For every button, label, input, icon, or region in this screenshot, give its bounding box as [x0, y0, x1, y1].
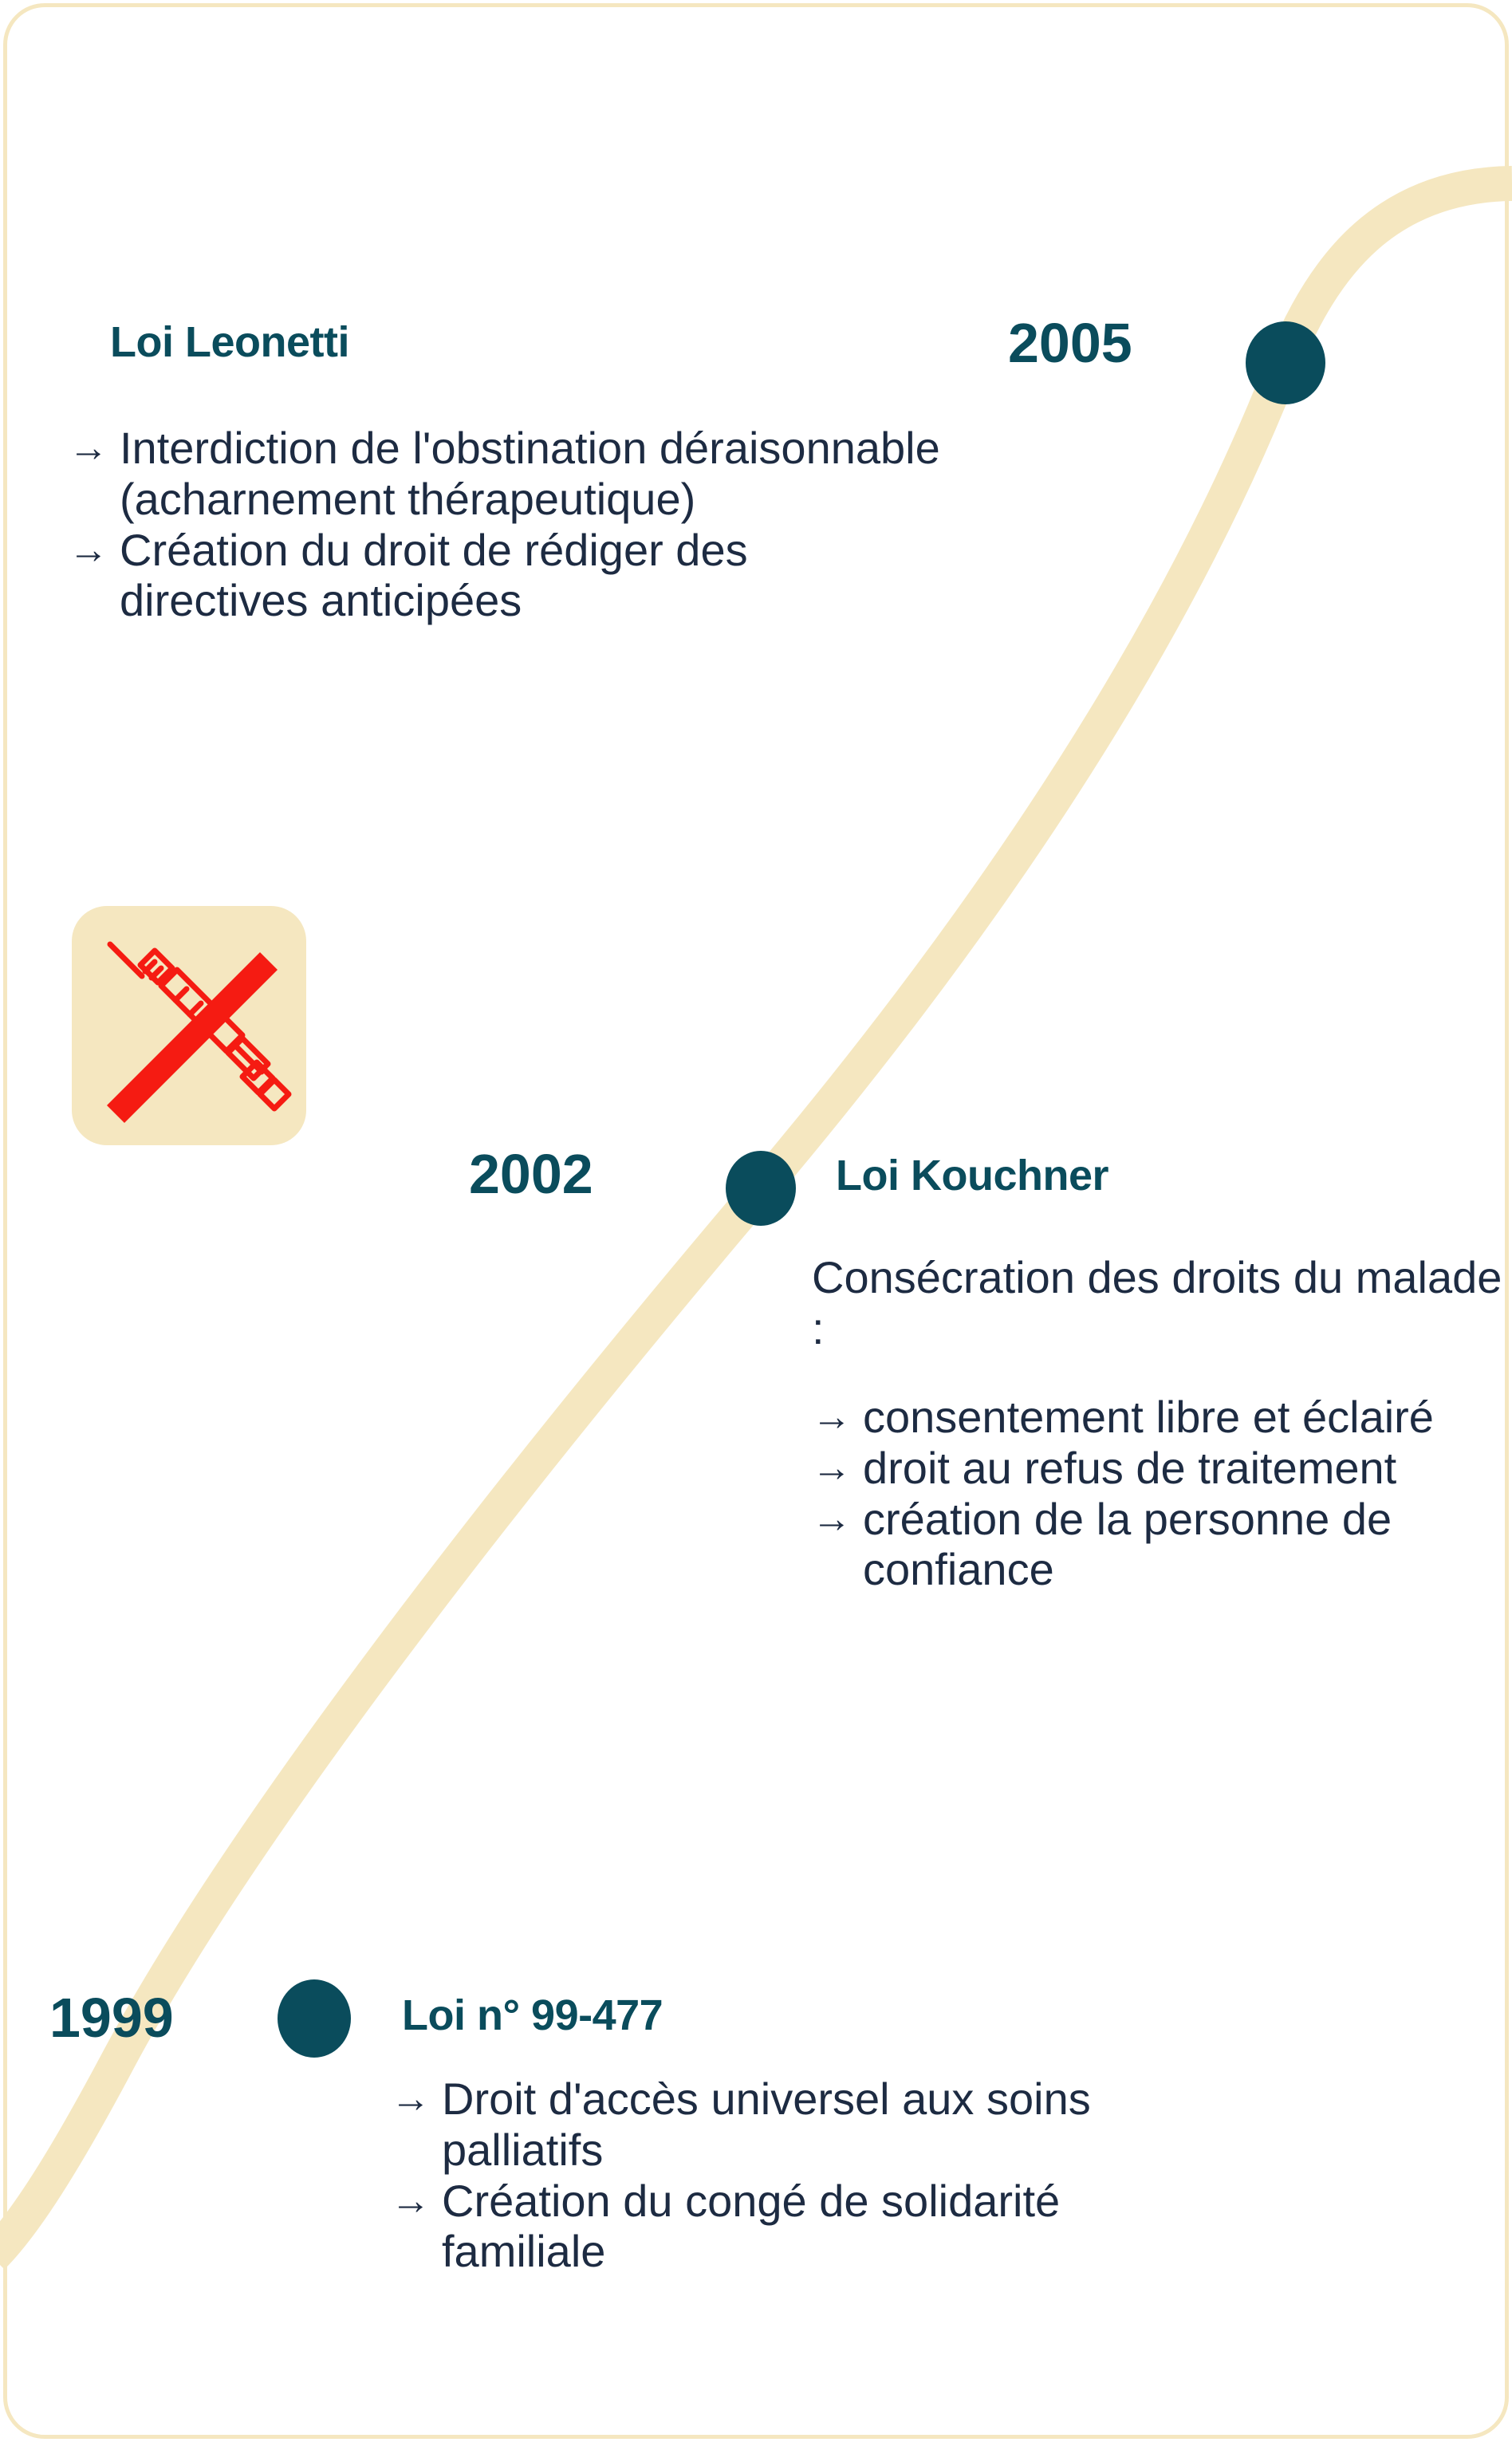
list-item	[391, 2176, 1236, 2278]
no-syringe-icon	[72, 906, 306, 1145]
bullet-text: consentement libre et éclairé	[863, 1392, 1434, 1442]
arrow-right-icon: →	[812, 1394, 852, 1439]
arrow-right-icon: →	[391, 2076, 431, 2121]
arrow-right-icon: →	[391, 2177, 431, 2223]
list-item	[69, 423, 946, 525]
timeline-marker-1999	[278, 1979, 351, 2058]
bullet-text: Interdiction de l'obstination déraisonnable (acharnement thérapeutique)	[120, 423, 940, 524]
bullet-text: Création du droit de rédiger des directives anticipées	[120, 524, 748, 626]
list-item	[812, 1443, 1512, 1494]
entry-2005-law-title: Loi Leonetti	[110, 318, 349, 366]
entry-1999-law-title: Loi n° 99-477	[402, 1991, 663, 2039]
entry-2002-bullet-list	[812, 1392, 1512, 1595]
arrow-right-icon: →	[812, 1444, 852, 1490]
arrow-right-icon: →	[812, 1495, 852, 1541]
entry-2005-year: 2005	[1008, 312, 1132, 374]
arrow-right-icon: →	[69, 425, 108, 470]
timeline-marker-2005	[1246, 321, 1325, 404]
entry-2002-year: 2002	[469, 1143, 593, 1205]
entry-2005-bullet-list	[69, 423, 946, 626]
list-item	[69, 525, 946, 627]
entry-2002-intro-text: Consécration des droits du malade :	[812, 1252, 1502, 1353]
timeline-marker-2002	[726, 1151, 796, 1226]
bullet-text: Création du congé de solidarité familiale	[442, 2175, 1061, 2277]
arrow-right-icon: →	[69, 526, 108, 572]
list-item	[812, 1494, 1512, 1596]
list-item	[812, 1392, 1512, 1443]
bullet-text: droit au refus de traitement	[863, 1442, 1397, 1493]
entry-1999-bullet-list	[391, 2074, 1236, 2277]
entry-1999-year: 1999	[49, 1987, 174, 2049]
bullet-text: création de la personne de confiance	[863, 1493, 1392, 1595]
bullet-text: Droit d'accès universel aux soins palliatifs	[442, 2074, 1091, 2175]
no-syringe-icon-box	[72, 906, 306, 1145]
entry-2002-law-title: Loi Kouchner	[836, 1152, 1108, 1199]
list-item	[391, 2074, 1236, 2176]
